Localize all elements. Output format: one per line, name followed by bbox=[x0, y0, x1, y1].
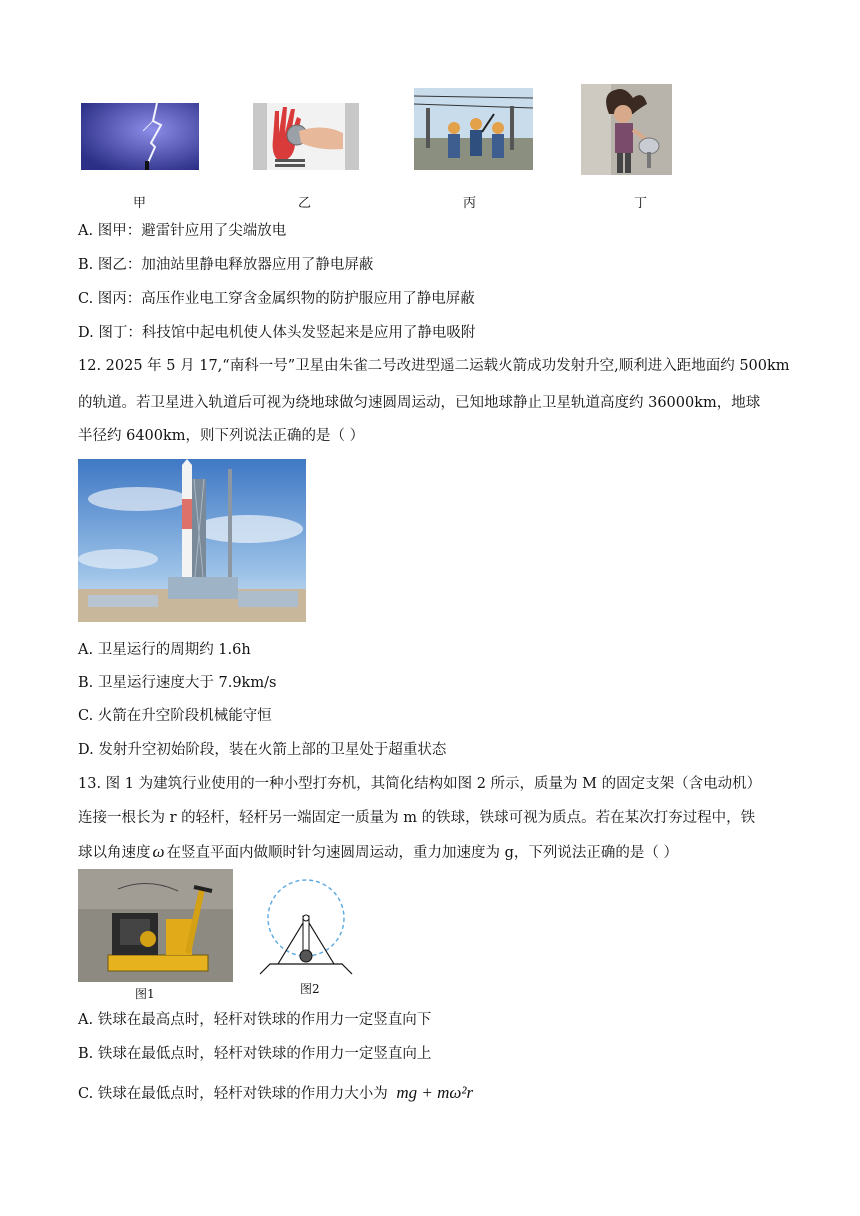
simplified-structure-diagram bbox=[256, 872, 356, 980]
q13-option-c bbox=[78, 1083, 473, 1104]
hair-standing-photo bbox=[581, 84, 672, 175]
lightning-photo bbox=[81, 103, 199, 170]
q13-stem-line1: 13. 图 1 为建筑行业使用的一种小型打夯机，其简化结构如图 2 所示，质量为 M 的固定支架（含电动机） bbox=[78, 776, 762, 792]
q12-option-b: B. 卫星运行速度大于 7.9km/s bbox=[78, 675, 277, 691]
q12-option-d: D. 发射升空初始阶段，装在火箭上部的卫星处于超重状态 bbox=[78, 742, 447, 758]
static-discharger-photo bbox=[253, 103, 359, 170]
q13-stem-line3-a: 球以角速度 bbox=[78, 845, 151, 861]
option-c-formula: mg + mω²r bbox=[396, 1083, 474, 1102]
q11-option-a: A. 图甲：避雷针应用了尖端放电 bbox=[78, 223, 287, 239]
q13-option-c-text: C. 铁球在最低点时，轻杆对铁球的作用力大小为 bbox=[78, 1086, 388, 1102]
q11-option-b: B. 图乙：加油站里静电释放器应用了静电屏蔽 bbox=[78, 257, 374, 273]
fig2-caption: 图2 bbox=[300, 982, 320, 996]
fig1-caption: 图1 bbox=[135, 987, 155, 1001]
electrician-photo bbox=[414, 88, 533, 170]
caption-ding: 丁 bbox=[634, 196, 648, 211]
q12-option-a: A. 卫星运行的周期约 1.6h bbox=[78, 642, 251, 658]
q12-option-c: C. 火箭在升空阶段机械能守恒 bbox=[78, 708, 272, 724]
q12-stem-line1: 12. 2025 年 5 月 17,“南科一号”卫星由朱雀二号改进型遥二运载火箭成功发射升空,顺利进入距地面约 500km bbox=[78, 358, 790, 374]
omega-symbol: ω bbox=[152, 842, 165, 861]
q12-stem-line2: 的轨道。若卫星进入轨道后可视为绕地球做匀速圆周运动，已知地球静止卫星轨道高度约 36000km，地球 bbox=[78, 395, 761, 411]
q11-option-d: D. 图丁：科技馆中起电机使人体头发竖起来是应用了静电吸附 bbox=[78, 325, 476, 341]
caption-jia: 甲 bbox=[133, 196, 147, 211]
q11-option-c: C. 图丙：高压作业电工穿含金属织物的防护服应用了静电屏蔽 bbox=[78, 291, 475, 307]
caption-yi: 乙 bbox=[298, 196, 312, 211]
q13-stem-line2: 连接一根长为 r 的轻杆，轻杆另一端固定一质量为 m 的铁球，铁球可视为质点。若在某次打夯过程中，铁 bbox=[78, 810, 756, 826]
q13-option-a: A. 铁球在最高点时，轻杆对铁球的作用力一定竖直向下 bbox=[78, 1012, 432, 1028]
q13-stem-line3 bbox=[78, 842, 678, 863]
compactor-photo bbox=[78, 869, 233, 982]
q13-stem-line3-b: 在竖直平面内做顺时针匀速圆周运动，重力加速度为 g，下列说法正确的是（ ） bbox=[166, 845, 679, 861]
rocket-launch-photo bbox=[78, 459, 306, 622]
caption-bing: 丙 bbox=[463, 196, 477, 211]
q12-stem-line3: 半径约 6400km，则下列说法正确的是（ ） bbox=[78, 428, 365, 444]
q13-option-b: B. 铁球在最低点时，轻杆对铁球的作用力一定竖直向上 bbox=[78, 1046, 432, 1062]
